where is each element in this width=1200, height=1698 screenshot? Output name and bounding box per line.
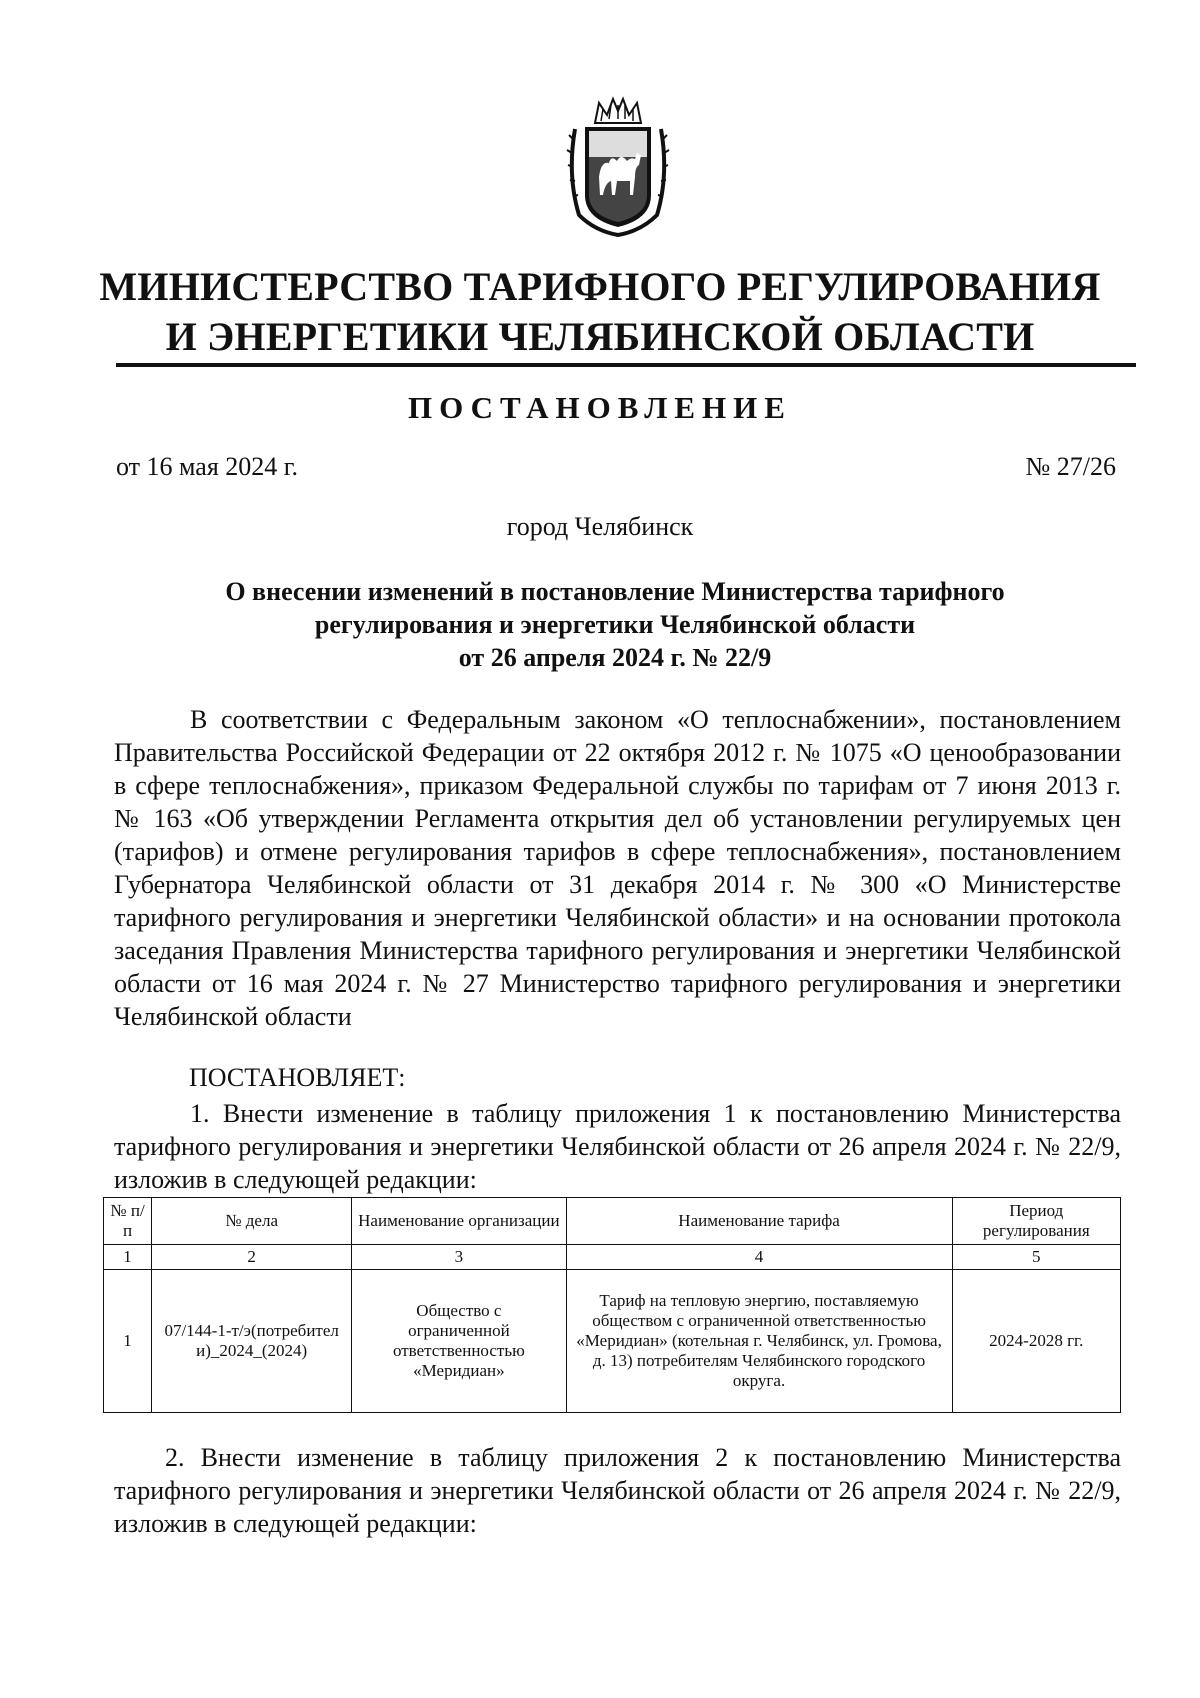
cell-period: 2024-2028 гг. [952,1270,1120,1413]
column-number-cell: 4 [566,1245,952,1270]
tariff-table [103,1197,1121,1413]
item-2-paragraph: 2. Внести изменение в таблицу приложения 2 к постановлению Министерства тарифного регулирования и энергетики Челябинской области от 26 апреля 2024 г. № 22/9, изложив в следующей редакции: [114,1443,1121,1538]
header-cell-num: № п/п [104,1198,152,1245]
document-subject [110,575,1120,674]
column-number-cell: 1 [104,1245,152,1270]
item-1-paragraph: 1. Внести изменение в таблицу приложения 1 к постановлению Министерства тарифного регулирования и энергетики Челябинской области от 26 апреля 2024 г. № 22/9, изложив в следующей редакции: [114,1099,1121,1194]
coat-of-arms-icon [565,95,671,237]
column-number-cell: 3 [352,1245,566,1270]
table-row [104,1270,1121,1413]
table-header-row [104,1198,1121,1245]
ministry-title-line2: И ЭНЕРГЕТИКИ ЧЕЛЯБИНСКОЙ ОБЛАСТИ [165,314,1035,359]
cell-organization: Общество с ограниченной ответственностью «Меридиан» [352,1270,566,1413]
column-number-row [104,1245,1121,1270]
column-number-cell: 5 [952,1245,1120,1270]
document-date: от 16 мая 2024 г. [116,452,299,481]
header-cell-period: Период регулирования [952,1198,1120,1245]
document-number: № 27/26 [1025,452,1116,481]
subject-line2: регулирования и энергетики Челябинской области [314,610,916,639]
header-cell-tariff: Наименование тарифа [566,1198,952,1245]
header-cell-case: № дела [152,1198,352,1245]
document-city: город Челябинск [506,512,694,541]
subject-line1: О внесении изменений в постановление Министерства тарифного [225,577,1005,606]
header-divider [116,363,1136,367]
header-cell-organization: Наименование организации [352,1198,566,1245]
decree-word: ПОСТАНОВЛЯЕТ: [189,1063,406,1092]
cell-case: 07/144-1-т/э(потребители)_2024_(2024) [152,1270,352,1413]
column-number-cell: 2 [152,1245,352,1270]
document-type: ПОСТАНОВЛЕНИЕ [408,390,792,425]
ministry-title [60,262,1140,362]
cell-num: 1 [104,1270,152,1413]
cell-tariff: Тариф на тепловую энергию, поставляемую обществом с ограниченной ответственностью «Меридиан» (котельная г. Челябинск, ул. Громова, д. 13) потребителям Челябинского городского округа. [566,1270,952,1413]
ministry-title-line1: МИНИСТЕРСТВО ТАРИФНОГО РЕГУЛИРОВАНИЯ [99,264,1101,309]
preamble-paragraph: В соответствии с Федеральным законом «О теплоснабжении», постановлением Правительства Российской Федерации от 22 октября 2012 г. № 1075 «О ценообразовании в сфере теплоснабжения», приказом Федеральной службы по тарифам от 7 июня 2013 г. № 163 «Об утверждении Регламента открытия дел об установлении регулируемых цен (тарифов) и отмене регулирования тарифов в сфере теплоснабжения», постановлением Губернатора Челябинской области от 31 декабря 2014 г. № 300 «О Министерстве тарифного регулирования и энергетики Челябинской области» и на основании протокола заседания Правления Министерства тарифного регулирования и энергетики Челябинской области от 16 мая 2024 г. № 27 Министерство тарифного регулирования и энергетики Челябинской области [114,705,1121,1031]
subject-line3: от 26 апреля 2024 г. № 22/9 [458,643,772,672]
